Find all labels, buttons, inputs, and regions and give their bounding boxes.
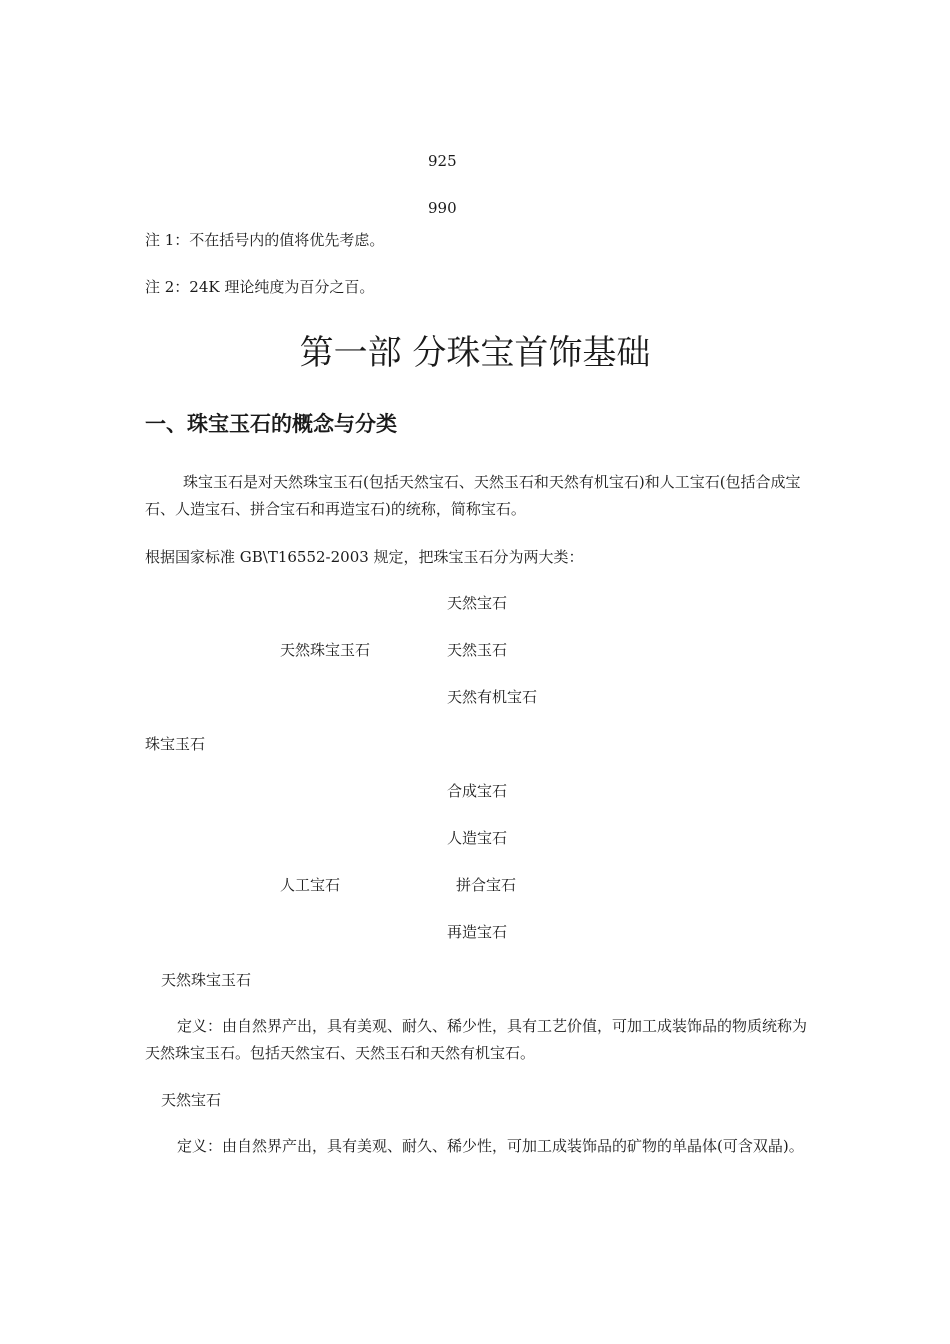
tree-artificial-item: 拼合宝石 bbox=[456, 876, 517, 894]
table-value-925: 925 bbox=[428, 152, 457, 170]
intro-paragraph: 珠宝玉石是对天然珠宝玉石(包括天然宝石、天然玉石和天然有机宝石)和人工宝石(包括合成宝石、人造宝石、拼合宝石和再造宝石)的统称，简称宝石。 bbox=[145, 473, 801, 518]
tree-root-label: 珠宝玉石 bbox=[145, 735, 206, 753]
tree-artificial-label: 人工宝石 bbox=[280, 876, 341, 894]
definition-text: 定义：由自然界产出，具有美观、耐久、稀少性，可加工成装饰品的矿物的单晶体(可含双晶)。 bbox=[177, 1137, 804, 1155]
section-heading: 一、珠宝玉石的概念与分类 bbox=[145, 412, 397, 436]
note-2: 注 2：24K 理论纯度为百分之百。 bbox=[145, 278, 375, 296]
tree-natural-item: 天然宝石 bbox=[447, 594, 508, 612]
page-title: 第一部 分珠宝首饰基础 bbox=[299, 333, 651, 373]
definition-term: 天然宝石 bbox=[161, 1091, 222, 1109]
standard-sentence: 根据国家标准 GB\T16552-2003 规定，把珠宝玉石分为两大类： bbox=[145, 548, 584, 566]
definition-text: 定义：由自然界产出，具有美观、耐久、稀少性，具有工艺价值，可加工成装饰品的物质统称为天然珠宝玉石。包括天然宝石、天然玉石和天然有机宝石。 bbox=[145, 1017, 808, 1062]
note-1: 注 1：不在括号内的值将优先考虑。 bbox=[145, 231, 385, 249]
tree-natural-item: 天然有机宝石 bbox=[447, 688, 538, 706]
tree-artificial-item: 人造宝石 bbox=[447, 829, 508, 847]
tree-natural-label: 天然珠宝玉石 bbox=[280, 641, 371, 659]
tree-artificial-item: 合成宝石 bbox=[447, 782, 508, 800]
table-value-990: 990 bbox=[428, 199, 457, 217]
tree-artificial-item: 再造宝石 bbox=[447, 923, 508, 941]
definition-term: 天然珠宝玉石 bbox=[161, 971, 252, 989]
tree-natural-item: 天然玉石 bbox=[447, 641, 508, 659]
